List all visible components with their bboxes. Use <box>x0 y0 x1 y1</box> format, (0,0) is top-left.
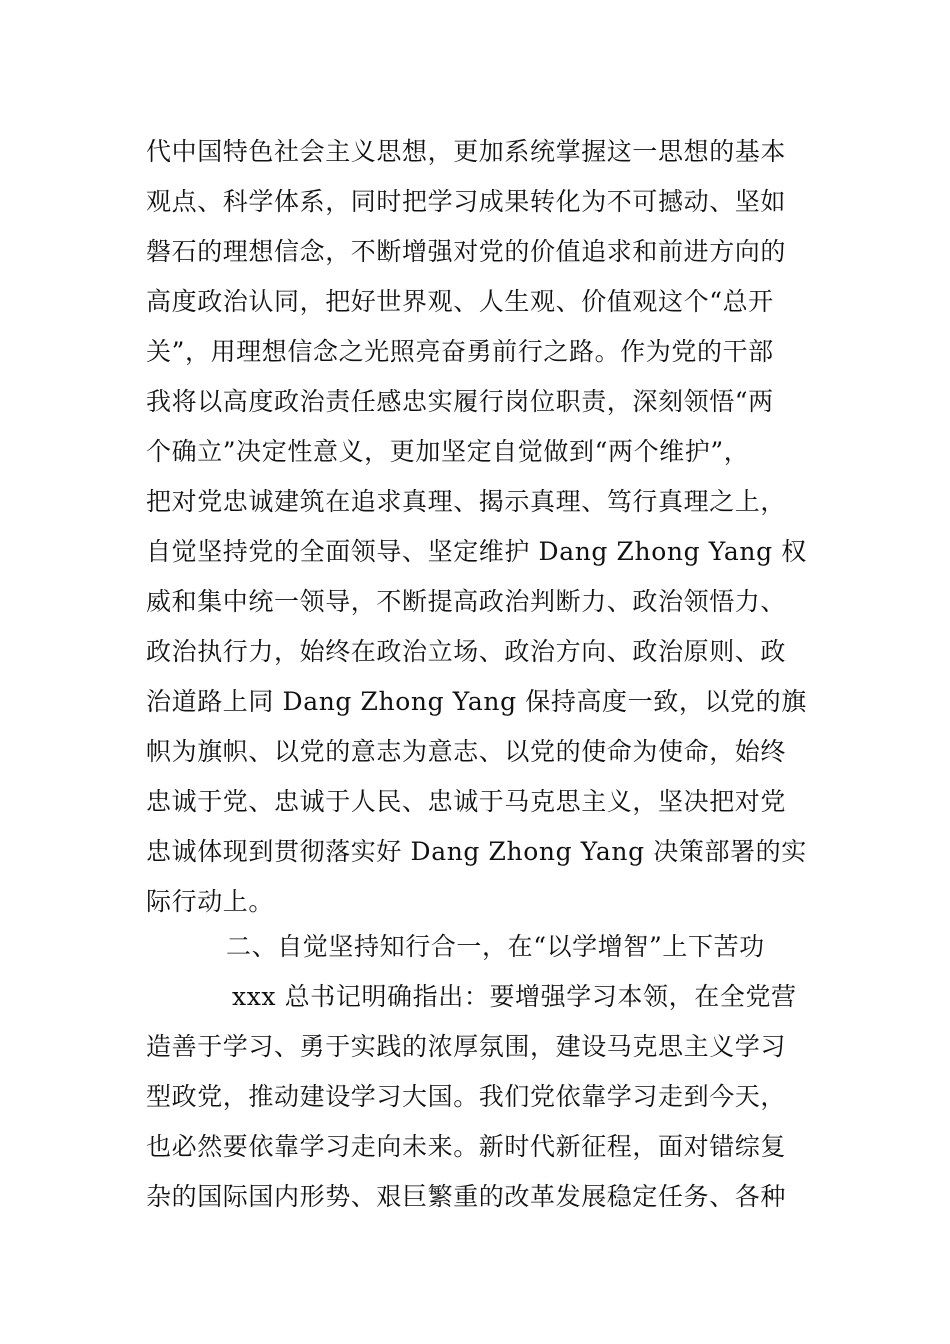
section-heading: 二、自觉坚持知行合一，在“以学增智”上下苦功 <box>226 932 765 961</box>
text-line: 帜为旗帜、以党的意志为意志、以党的使命为使命，始终 <box>146 737 787 766</box>
text-line: 威和集中统一领导，不断提高政治判断力、政治领悟力、 <box>146 587 787 616</box>
text-line: 我将以高度政治责任感忠实履行岗位职责，深刻领悟“两 <box>146 387 774 416</box>
text-line: 治道路上同 Dang Zhong Yang 保持高度一致，以党的旗 <box>146 687 807 716</box>
text-line: 政治执行力，始终在政治立场、政治方向、政治原则、政 <box>146 637 787 666</box>
text-line: 自觉坚持党的全面领导、坚定维护 Dang Zhong Yang 权 <box>146 537 807 566</box>
text-line: 高度政治认同，把好世界观、人生观、价值观这个“总开 <box>146 287 774 316</box>
text-line: 忠诚体现到贯彻落实好 Dang Zhong Yang 决策部署的实 <box>146 837 807 866</box>
text-line: 忠诚于党、忠诚于人民、忠诚于马克思主义，坚决把对党 <box>146 787 787 816</box>
text-line: 磐石的理想信念，不断增强对党的价值追求和前进方向的 <box>146 237 787 266</box>
text-line: 也必然要依靠学习走向未来。新时代新征程，面对错综复 <box>146 1132 787 1161</box>
text-line: 杂的国际国内形势、艰巨繁重的改革发展稳定任务、各种 <box>146 1182 787 1211</box>
text-line: 个确立”决定性意义，更加坚定自觉做到“两个维护”， <box>146 437 750 466</box>
text-line: 把对党忠诚建筑在追求真理、揭示真理、笃行真理之上， <box>146 487 787 516</box>
text-line: 造善于学习、勇于实践的浓厚氛围，建设马克思主义学习 <box>146 1032 787 1061</box>
text-line: 观点、科学体系，同时把学习成果转化为不可撼动、坚如 <box>146 187 787 216</box>
text-line: 型政党，推动建设学习大国。我们党依靠学习走到今天， <box>146 1082 787 1111</box>
text-line: 际行动上。 <box>146 887 275 916</box>
text-line: 关”，用理想信念之光照亮奋勇前行之路。作为党的干部 <box>146 337 774 366</box>
text-line: 代中国特色社会主义思想，更加系统掌握这一思想的基本 <box>146 137 787 166</box>
paragraph-first-line: xxx 总书记明确指出：要增强学习本领，在全党营 <box>232 982 797 1011</box>
